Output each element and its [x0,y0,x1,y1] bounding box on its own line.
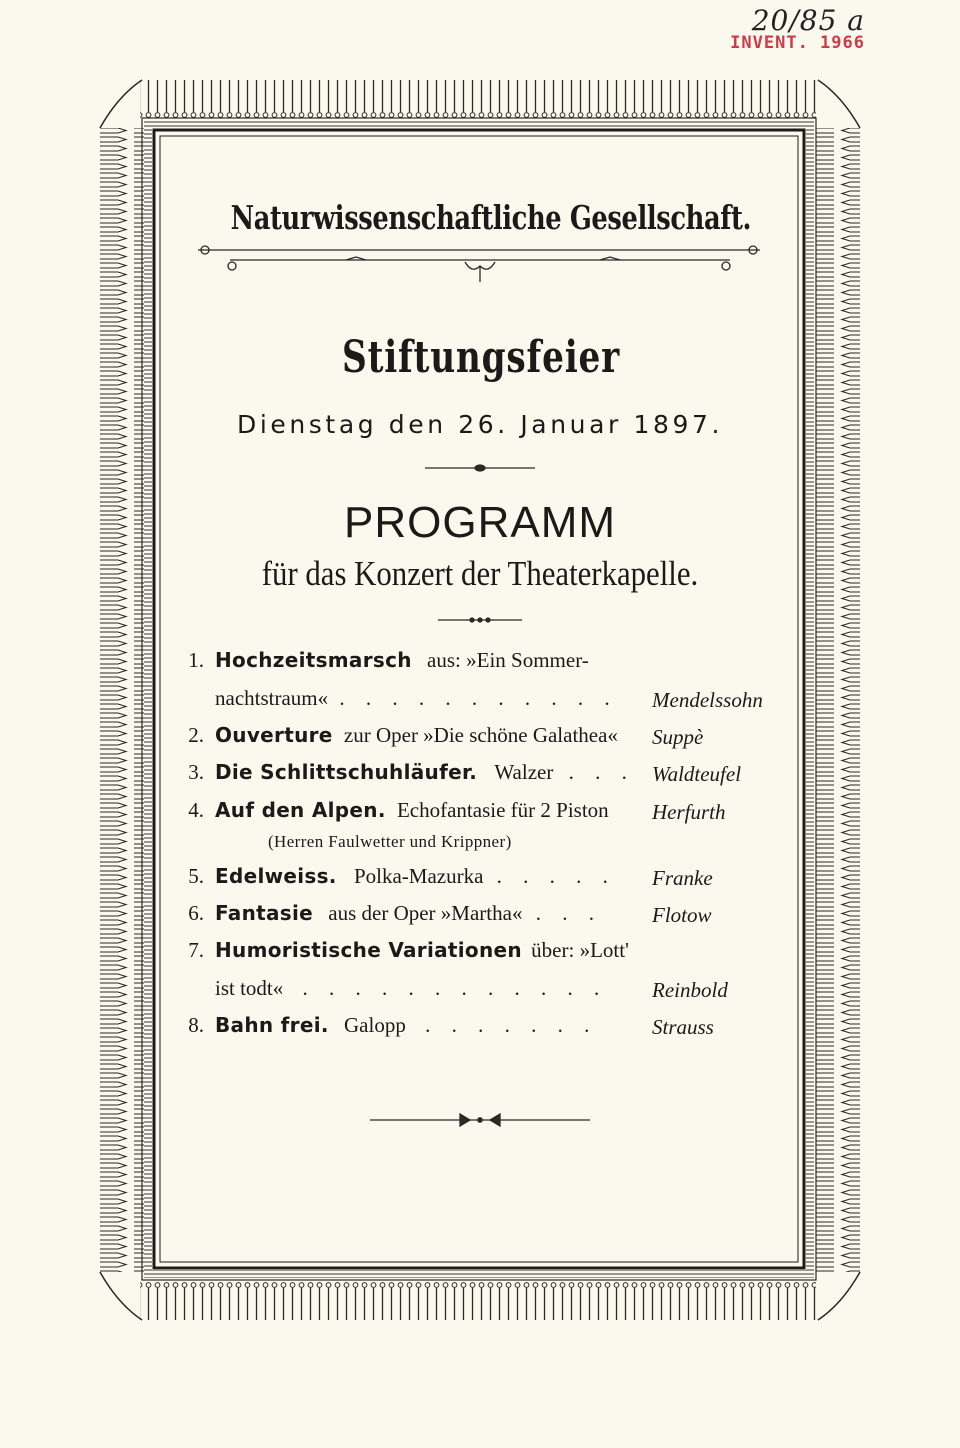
piece-title: Ouverture [215,723,333,747]
society-name: Naturwissenschaftliche Gesellschaft. [230,198,752,237]
piece-title: Die Schlittschuhläufer. [215,760,478,784]
piece-detail: Walzer [494,760,554,784]
composer: Franke [652,866,713,890]
list-item-continuation: nachtstraum« . . . . . . . . . . . [215,686,618,710]
piece-title: Auf den Alpen. [215,798,386,822]
composer: Reinbold [652,978,728,1002]
piece-detail: Polka-Mazurka [353,864,484,888]
piece-title: Humoristische Variationen [215,938,522,962]
piece-detail: Echofantasie für 2 Piston [396,798,609,822]
piece-title: Hochzeitsmarsch [215,648,412,672]
piece-detail: über: »Lott' [531,938,629,962]
event-date: Dienstag den 26. Januar 1897. [236,410,724,439]
composer: Strauss [652,1015,714,1039]
event-title: Stiftungsfeier [342,332,620,383]
programme-title: PROGRAMM [344,498,616,547]
piece-detail: zur Oper »Die schöne Galathea« [343,723,618,747]
composer: Mendelssohn [652,688,763,712]
piece-detail: Galopp [344,1013,406,1037]
performer-note: (Herren Faulwetter und Krippner) [268,832,512,851]
composer: Suppè [652,725,704,749]
composer: Herfurth [652,800,726,824]
piece-title: Fantasie [215,901,314,925]
programme-list: 1. Hochzeitsmarsch aus: »Ein Sommer- nachtstraum« . . . . . . . . . . . Mendelssohn 2. Ouverture zur Oper »Die schöne Galathea« Suppè 3. Die Schlittschuhläufer. Walzer . . . Waldteufel 4. Auf den Alpen. Echofantasie für 2 Piston Herfurth (Herren Faulwetter und Krippner) 5. Edelweiss. Polka-Mazurka . . . . . Franke 6. Fantasie aus der Oper »Martha« . . . Flotow 7. Humoristische Variationen über: »Lott' ist todt« . . . . . . . . . . . . Reinbold 8. Bahn frei. Galopp . . . . . . . Strauss [188,648,763,1039]
piece-title: Bahn frei. [215,1013,329,1037]
list-item-continuation: ist todt« . . . . . . . . . . . . [215,976,608,1000]
composer: Flotow [652,903,712,927]
inventory-stamp: INVENT. 1966 [730,33,865,53]
handwritten-inventory-number: 20/85 a [751,4,865,37]
composer: Waldteufel [652,762,742,786]
piece-title: Edelweiss. [215,864,337,888]
programme-subtitle: für das Konzert der Theaterkapelle. [261,554,699,593]
piece-detail: aus: »Ein Sommer- [427,648,589,672]
piece-detail: aus der Oper »Martha« [328,901,523,925]
